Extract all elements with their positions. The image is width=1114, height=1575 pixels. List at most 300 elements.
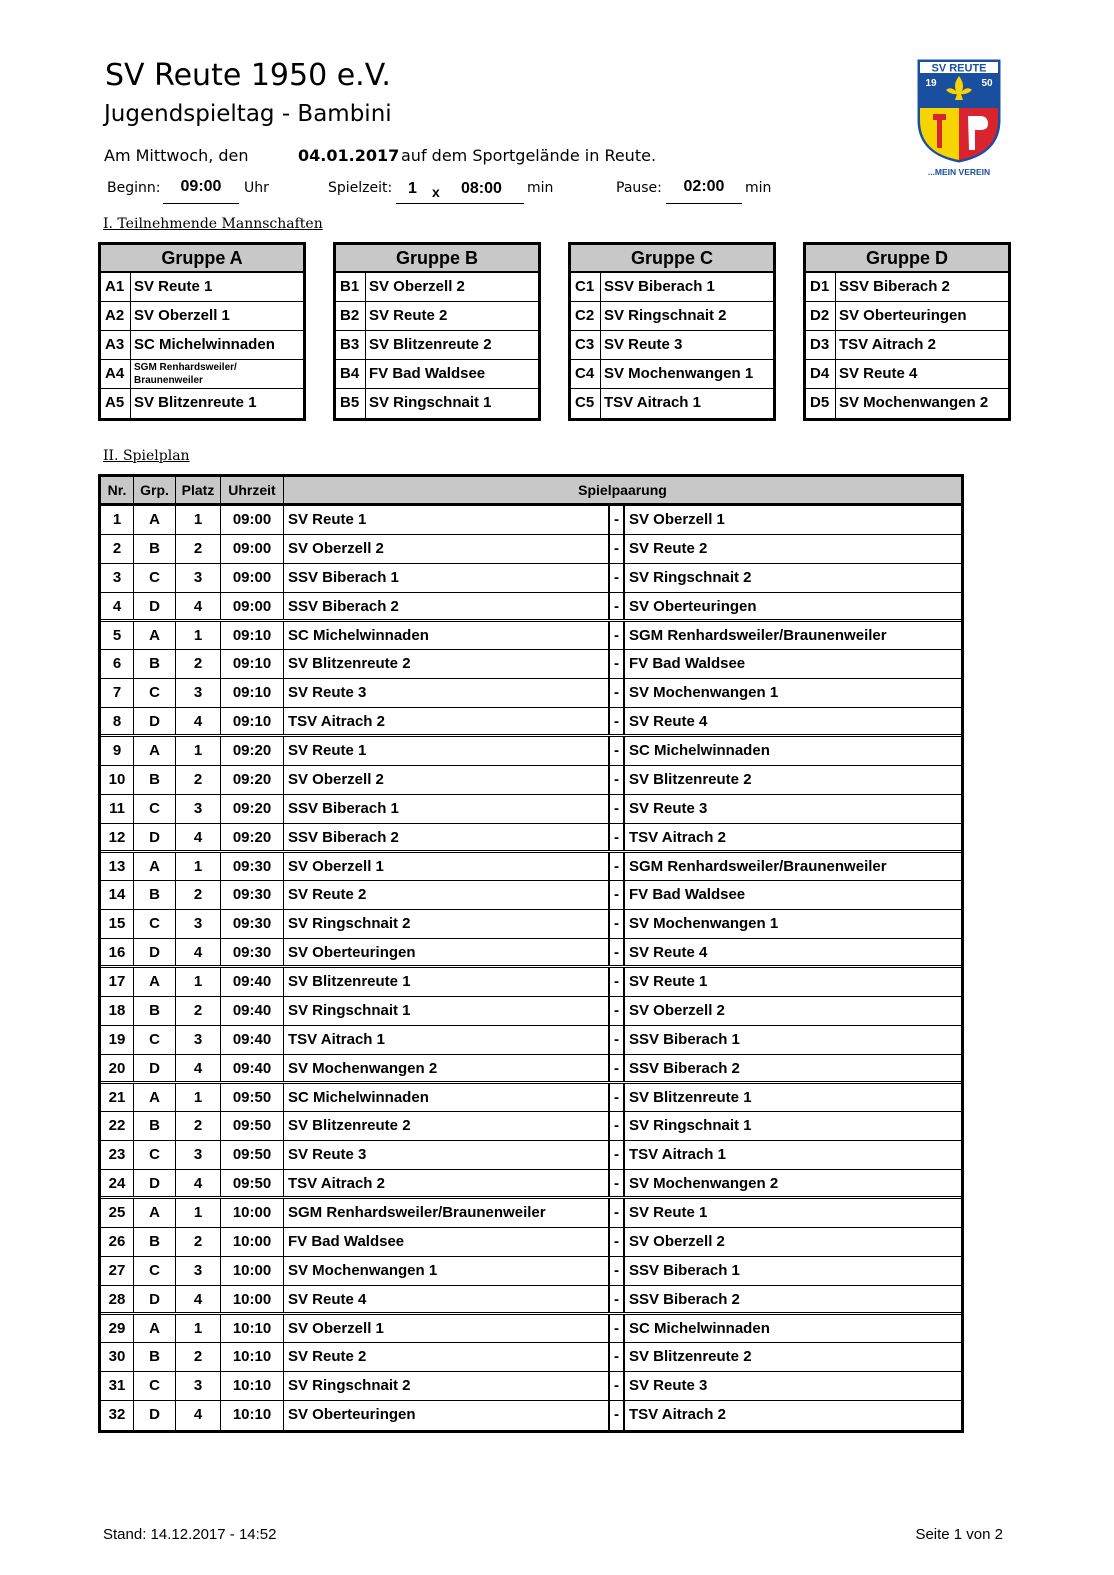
- match-time: 09:50: [221, 1084, 284, 1112]
- table-row: [101, 853, 961, 882]
- home-team: SSV Biberach 2: [284, 824, 610, 850]
- match-time: 09:20: [221, 766, 284, 794]
- away-team: SV Reute 4: [629, 713, 708, 731]
- match-nr: 25: [101, 1199, 134, 1227]
- match-nr: 15: [101, 910, 134, 938]
- page-title: SV Reute 1950 e.V.: [105, 58, 391, 93]
- match-time: 09:40: [221, 1055, 284, 1081]
- match-field: 3: [176, 910, 221, 938]
- match-nr: 19: [101, 1026, 134, 1054]
- match-field: 4: [176, 593, 221, 619]
- group-team-row: [336, 389, 538, 418]
- match-time: 09:50: [221, 1141, 284, 1169]
- away-team: SV Reute 2: [629, 539, 708, 557]
- home-team: SV Oberzell 1: [284, 853, 610, 881]
- home-team: SC Michelwinnaden: [284, 622, 610, 650]
- match-field: 1: [176, 968, 221, 996]
- match-group: D: [134, 1170, 176, 1196]
- match-time: 09:00: [221, 506, 284, 534]
- match-field: 4: [176, 939, 221, 965]
- match-group: D: [134, 1055, 176, 1081]
- home-team: TSV Aitrach 2: [284, 1170, 610, 1196]
- home-team: SV Reute 3: [284, 679, 610, 707]
- team-code: D2: [806, 302, 836, 330]
- match-separator: -: [610, 622, 625, 650]
- group-team-row: [336, 331, 538, 360]
- away-team: SC Michelwinnaden: [629, 1319, 770, 1337]
- match-time: 10:00: [221, 1257, 284, 1285]
- match-nr: 16: [101, 939, 134, 965]
- table-row: [101, 737, 961, 766]
- match-field: 2: [176, 650, 221, 678]
- match-nr: 23: [101, 1141, 134, 1169]
- match-separator: -: [610, 910, 625, 938]
- match-group: C: [134, 910, 176, 938]
- match-time: 10:00: [221, 1199, 284, 1227]
- home-team: SV Mochenwangen 2: [284, 1055, 610, 1081]
- team-name: SV Ringschnait 2: [604, 307, 727, 324]
- team-name: SV Reute 4: [839, 365, 918, 382]
- group-team-row: [101, 331, 303, 360]
- match-nr: 7: [101, 679, 134, 707]
- home-team: SV Oberzell 2: [284, 535, 610, 563]
- date-prefix: Am Mittwoch, den: [104, 146, 249, 165]
- team-name: SSV Biberach 1: [604, 278, 715, 295]
- away-team: SGM Renhardsweiler/Braunenweiler: [629, 626, 887, 644]
- away-team: SV Oberzell 2: [629, 1001, 725, 1019]
- match-separator: -: [610, 1315, 625, 1343]
- match-time: 09:10: [221, 679, 284, 707]
- logo-year-left: 19: [925, 78, 937, 89]
- match-time: 09:40: [221, 968, 284, 996]
- match-field: 4: [176, 1170, 221, 1196]
- team-code: A4: [101, 360, 131, 388]
- match-group: C: [134, 1141, 176, 1169]
- match-nr: 13: [101, 853, 134, 881]
- match-nr: 20: [101, 1055, 134, 1081]
- match-group: A: [134, 1084, 176, 1112]
- home-team: SSV Biberach 1: [284, 564, 610, 592]
- away-team: SSV Biberach 1: [629, 1261, 740, 1279]
- team-name: SV Mochenwangen 2: [839, 394, 989, 411]
- table-row: [101, 506, 961, 535]
- match-nr: 29: [101, 1315, 134, 1343]
- match-time: 09:50: [221, 1112, 284, 1140]
- table-row: [101, 1343, 961, 1372]
- match-field: 2: [176, 1343, 221, 1371]
- match-nr: 1: [101, 506, 134, 534]
- group-team-row: [571, 273, 773, 302]
- team-code: D1: [806, 273, 836, 301]
- match-time: 09:10: [221, 708, 284, 734]
- match-field: 2: [176, 1228, 221, 1256]
- table-row: [101, 939, 961, 968]
- group-team-row: [336, 360, 538, 389]
- match-field: 2: [176, 766, 221, 794]
- match-time: 09:30: [221, 910, 284, 938]
- match-group: D: [134, 824, 176, 850]
- match-separator: -: [610, 737, 625, 765]
- col-grp-header: Grp.: [134, 477, 176, 503]
- begin-unit: Uhr: [244, 180, 269, 196]
- team-code: A5: [101, 389, 131, 418]
- team-code: D3: [806, 331, 836, 359]
- match-group: B: [134, 650, 176, 678]
- group-a-heading: Gruppe A: [101, 245, 303, 273]
- team-name: SV Oberteuringen: [839, 307, 967, 324]
- table-row: [101, 1199, 961, 1228]
- match-time: 10:00: [221, 1286, 284, 1312]
- match-time: 09:50: [221, 1170, 284, 1196]
- match-group: C: [134, 1257, 176, 1285]
- group-team-row: [571, 302, 773, 331]
- match-time: 10:10: [221, 1372, 284, 1400]
- table-row: [101, 622, 961, 651]
- table-row: [101, 535, 961, 564]
- group-team-row: [806, 360, 1008, 389]
- team-name: SGM Renhardsweiler/ Braunenweiler: [134, 362, 237, 386]
- team-code: A2: [101, 302, 131, 330]
- col-nr-header: Nr.: [101, 477, 134, 503]
- away-team: TSV Aitrach 2: [629, 828, 726, 846]
- match-time: 09:10: [221, 622, 284, 650]
- match-time: 10:10: [221, 1401, 284, 1430]
- home-team: SV Reute 3: [284, 1141, 610, 1169]
- match-separator: -: [610, 564, 625, 592]
- pause-label: Pause:: [616, 180, 662, 196]
- group-team-row: [336, 273, 538, 302]
- date-line: [104, 146, 657, 165]
- group-team-row: [806, 389, 1008, 418]
- schedule-header-row: [101, 477, 961, 506]
- match-nr: 2: [101, 535, 134, 563]
- logo-top-text: SV REUTE: [931, 62, 987, 75]
- away-team: SV Reute 1: [629, 973, 708, 990]
- group-d-table: [803, 242, 1011, 421]
- away-team: SV Reute 1: [629, 1204, 708, 1221]
- match-field: 4: [176, 1401, 221, 1430]
- match-group: D: [134, 939, 176, 965]
- match-nr: 3: [101, 564, 134, 592]
- home-team: SV Reute 2: [284, 881, 610, 909]
- home-team: SV Oberzell 2: [284, 766, 610, 794]
- away-team: SV Blitzenreute 2: [629, 770, 752, 788]
- team-name: SV Mochenwangen 1: [604, 365, 754, 382]
- page-subtitle: Jugendspieltag - Bambini: [104, 101, 392, 127]
- table-row: [101, 564, 961, 593]
- group-b-table: [333, 242, 541, 421]
- team-name: SV Reute 3: [604, 336, 683, 353]
- table-row: [101, 708, 961, 737]
- match-field: 3: [176, 1372, 221, 1400]
- match-group: B: [134, 1343, 176, 1371]
- match-time: 09:30: [221, 939, 284, 965]
- away-team: SV Reute 3: [629, 799, 708, 817]
- club-logo: [916, 58, 1002, 178]
- team-name: SSV Biberach 2: [839, 278, 950, 295]
- match-group: D: [134, 708, 176, 734]
- play-label: Spielzeit:: [328, 180, 393, 196]
- team-name: SV Blitzenreute 1: [134, 394, 257, 411]
- date-suffix: auf dem Sportgelände in Reute.: [401, 146, 657, 165]
- away-team: SV Mochenwangen 1: [629, 684, 779, 702]
- away-team: TSV Aitrach 1: [629, 1146, 726, 1164]
- match-field: 1: [176, 853, 221, 881]
- table-row: [101, 1026, 961, 1055]
- match-time: 09:20: [221, 737, 284, 765]
- match-time: 10:10: [221, 1343, 284, 1371]
- match-separator: -: [610, 708, 625, 734]
- match-field: 3: [176, 795, 221, 823]
- table-row: [101, 1141, 961, 1170]
- match-separator: -: [610, 1170, 625, 1196]
- match-field: 4: [176, 1286, 221, 1312]
- home-team: SV Oberzell 1: [284, 1315, 610, 1343]
- schedule-body: [101, 506, 961, 1430]
- match-separator: -: [610, 1141, 625, 1169]
- match-nr: 6: [101, 650, 134, 678]
- pause-unit: min: [745, 180, 772, 196]
- group-team-row: [806, 273, 1008, 302]
- match-field: 4: [176, 708, 221, 734]
- team-name: SV Reute 2: [369, 307, 448, 324]
- home-team: SSV Biberach 2: [284, 593, 610, 619]
- group-team-row: [101, 273, 303, 302]
- match-time: 09:20: [221, 795, 284, 823]
- begin-value: 09:00: [163, 178, 239, 204]
- match-separator: -: [610, 1343, 625, 1371]
- home-team: SV Oberteuringen: [284, 1401, 610, 1430]
- begin-label: Beginn:: [107, 180, 161, 196]
- away-team: SV Reute 4: [629, 944, 708, 962]
- team-name: TSV Aitrach 1: [604, 394, 701, 411]
- group-team-row: [101, 360, 303, 389]
- match-group: B: [134, 535, 176, 563]
- home-team: SV Reute 1: [284, 737, 610, 765]
- match-separator: -: [610, 1286, 625, 1312]
- away-team: SV Oberzell 1: [629, 511, 725, 528]
- match-nr: 10: [101, 766, 134, 794]
- match-separator: -: [610, 939, 625, 965]
- group-c-heading: Gruppe C: [571, 245, 773, 273]
- group-team-row: [336, 302, 538, 331]
- match-nr: 9: [101, 737, 134, 765]
- match-separator: -: [610, 650, 625, 678]
- match-separator: -: [610, 1112, 625, 1140]
- table-row: [101, 679, 961, 708]
- match-time: 09:20: [221, 824, 284, 850]
- home-team: SV Ringschnait 2: [284, 910, 610, 938]
- table-row: [101, 997, 961, 1026]
- away-team: SV Oberteuringen: [629, 597, 757, 615]
- group-team-row: [806, 331, 1008, 360]
- table-row: [101, 1315, 961, 1344]
- play-unit: min: [527, 180, 554, 196]
- table-row: [101, 766, 961, 795]
- home-team: SSV Biberach 1: [284, 795, 610, 823]
- match-separator: -: [610, 1199, 625, 1227]
- match-time: 09:00: [221, 535, 284, 563]
- match-group: D: [134, 1286, 176, 1312]
- group-team-row: [101, 389, 303, 418]
- team-code: D4: [806, 360, 836, 388]
- table-row: [101, 910, 961, 939]
- table-row: [101, 968, 961, 997]
- match-group: D: [134, 1401, 176, 1430]
- match-nr: 28: [101, 1286, 134, 1312]
- team-code: B5: [336, 389, 366, 418]
- match-time: 09:30: [221, 853, 284, 881]
- match-separator: -: [610, 997, 625, 1025]
- team-name: TSV Aitrach 2: [839, 336, 936, 353]
- match-nr: 32: [101, 1401, 134, 1430]
- away-team: SSV Biberach 1: [629, 1030, 740, 1048]
- team-name: SV Reute 1: [134, 278, 213, 295]
- home-team: TSV Aitrach 1: [284, 1026, 610, 1054]
- home-team: SGM Renhardsweiler/Braunenweiler: [284, 1199, 610, 1227]
- home-team: SV Ringschnait 1: [284, 997, 610, 1025]
- match-nr: 5: [101, 622, 134, 650]
- team-code: C4: [571, 360, 601, 388]
- event-date: 04.01.2017: [298, 146, 400, 165]
- group-team-row: [571, 331, 773, 360]
- match-separator: -: [610, 506, 625, 534]
- match-nr: 12: [101, 824, 134, 850]
- match-time: 10:10: [221, 1315, 284, 1343]
- match-time: 09:00: [221, 564, 284, 592]
- table-row: [101, 1401, 961, 1430]
- team-name: FV Bad Waldsee: [369, 365, 486, 382]
- home-team: SV Blitzenreute 2: [284, 1112, 610, 1140]
- match-field: 1: [176, 1199, 221, 1227]
- match-field: 1: [176, 1084, 221, 1112]
- match-separator: -: [610, 1026, 625, 1054]
- away-team: SV Oberzell 2: [629, 1232, 725, 1250]
- table-row: [101, 593, 961, 622]
- table-row: [101, 1055, 961, 1084]
- home-team: FV Bad Waldsee: [284, 1228, 610, 1256]
- match-nr: 30: [101, 1343, 134, 1371]
- group-team-row: [806, 302, 1008, 331]
- home-team: SV Reute 4: [284, 1286, 610, 1312]
- group-a-table: [98, 242, 306, 421]
- match-separator: -: [610, 881, 625, 909]
- match-separator: -: [610, 1084, 625, 1112]
- col-spielpaarung-header: Spielpaarung: [578, 482, 667, 498]
- match-nr: 18: [101, 997, 134, 1025]
- team-code: B2: [336, 302, 366, 330]
- match-group: A: [134, 1199, 176, 1227]
- match-field: 1: [176, 737, 221, 765]
- away-team: SV Ringschnait 1: [629, 1117, 752, 1135]
- match-field: 3: [176, 679, 221, 707]
- match-field: 4: [176, 824, 221, 850]
- match-nr: 11: [101, 795, 134, 823]
- away-team: SC Michelwinnaden: [629, 742, 770, 759]
- home-team: TSV Aitrach 2: [284, 708, 610, 734]
- table-row: [101, 881, 961, 910]
- match-field: 2: [176, 535, 221, 563]
- group-c-table: [568, 242, 776, 421]
- play-count: 1: [408, 180, 417, 197]
- team-name: SV Oberzell 2: [369, 278, 465, 295]
- match-nr: 14: [101, 881, 134, 909]
- group-d-heading: Gruppe D: [806, 245, 1008, 273]
- match-field: 3: [176, 1026, 221, 1054]
- match-group: C: [134, 795, 176, 823]
- team-name: SC Michelwinnaden: [134, 336, 275, 353]
- logo-bottom-text: ...MEIN VEREIN: [927, 167, 991, 177]
- away-team: SV Blitzenreute 1: [629, 1088, 752, 1106]
- section-teams-heading: I. Teilnehmende Mannschaften: [103, 216, 323, 232]
- match-group: A: [134, 1315, 176, 1343]
- away-team: SV Blitzenreute 2: [629, 1348, 752, 1366]
- home-team: SV Mochenwangen 1: [284, 1257, 610, 1285]
- play-multiplier: x: [432, 184, 440, 200]
- match-separator: -: [610, 1257, 625, 1285]
- match-group: B: [134, 1228, 176, 1256]
- match-separator: -: [610, 1401, 625, 1430]
- home-team: SV Blitzenreute 2: [284, 650, 610, 678]
- footer-page-number: Seite 1 von 2: [915, 1526, 1003, 1543]
- group-team-row: [571, 389, 773, 418]
- match-group: A: [134, 506, 176, 534]
- match-separator: -: [610, 968, 625, 996]
- play-value: 08:00: [461, 180, 502, 197]
- match-group: B: [134, 997, 176, 1025]
- match-separator: -: [610, 766, 625, 794]
- match-field: 4: [176, 1055, 221, 1081]
- group-team-row: [101, 302, 303, 331]
- home-team: SV Blitzenreute 1: [284, 968, 610, 996]
- team-code: D5: [806, 389, 836, 418]
- match-group: C: [134, 564, 176, 592]
- match-separator: -: [610, 679, 625, 707]
- match-separator: -: [610, 824, 625, 850]
- match-field: 2: [176, 997, 221, 1025]
- match-time: 09:40: [221, 1026, 284, 1054]
- away-team: SGM Renhardsweiler/Braunenweiler: [629, 857, 887, 875]
- team-name: SV Blitzenreute 2: [369, 336, 492, 353]
- table-row: [101, 824, 961, 853]
- match-group: A: [134, 737, 176, 765]
- table-row: [101, 1084, 961, 1113]
- match-group: B: [134, 766, 176, 794]
- away-team: SV Reute 3: [629, 1377, 708, 1395]
- away-team: TSV Aitrach 2: [629, 1406, 726, 1424]
- away-team: FV Bad Waldsee: [629, 655, 746, 673]
- home-team: SV Oberteuringen: [284, 939, 610, 965]
- match-group: D: [134, 593, 176, 619]
- match-group: B: [134, 881, 176, 909]
- team-code: A1: [101, 273, 131, 301]
- match-nr: 22: [101, 1112, 134, 1140]
- match-field: 3: [176, 564, 221, 592]
- table-row: [101, 1257, 961, 1286]
- team-name: SV Ringschnait 1: [369, 394, 492, 411]
- match-separator: -: [610, 593, 625, 619]
- table-row: [101, 1286, 961, 1315]
- match-separator: -: [610, 853, 625, 881]
- match-field: 3: [176, 1257, 221, 1285]
- team-code: B1: [336, 273, 366, 301]
- home-team: SC Michelwinnaden: [284, 1084, 610, 1112]
- match-time: 09:40: [221, 997, 284, 1025]
- home-team: SV Ringschnait 2: [284, 1372, 610, 1400]
- team-name: SV Oberzell 1: [134, 307, 230, 324]
- match-separator: -: [610, 535, 625, 563]
- match-nr: 31: [101, 1372, 134, 1400]
